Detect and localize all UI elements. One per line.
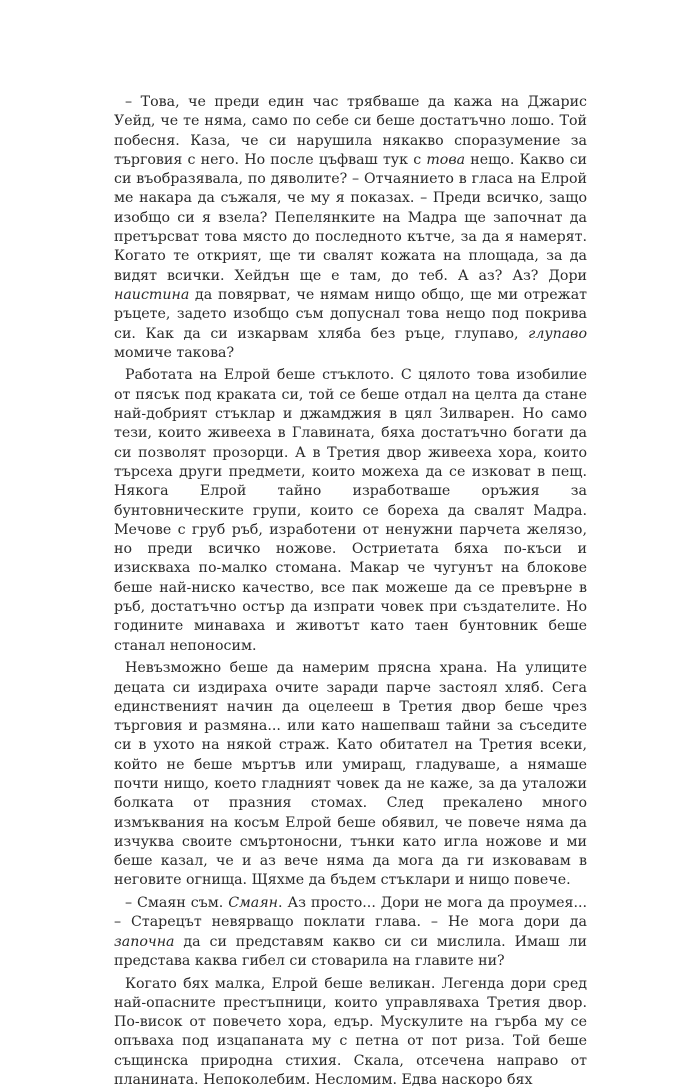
text-run: Невъзможно беше да намерим прясна храна. На улиците децата си издираха очите заради парче застоял хляб. Сега единственият начин да оцелееш в Третия двор беше чрез търговия и размяна... или като нашепваш тайни за съседите си в ухото на някой страж. Като обитател на Третия всеки, който не беше мъртъв или умиращ, гладуваше, а нямаше почти нищо, което гладният човек да не каже, за да уталожи болката от празния стомах. След прекалено много измъквания на косъм Елрой беше обявил, че повече няма да изчуква своите смъртоносни, тънки като игла ножове и ми беше казал, че и аз вече няма да мога да ги изковавам в неговите огнища. Щяхме да бъдем стъклари и нищо повече. bbox=[114, 660, 587, 889]
text-run: да си представям какво си си мислила. Имаш ли представа каква гибел си стоварила на главите ни? bbox=[114, 933, 587, 969]
italic-text: глупаво bbox=[528, 325, 587, 342]
body-text bbox=[114, 93, 587, 1090]
paragraph bbox=[114, 366, 587, 655]
text-run: – Смаян съм. bbox=[125, 895, 229, 912]
italic-text: наистина bbox=[114, 286, 190, 303]
text-run: Работата на Елрой беше стъклото. С цялото това изобилие от пясък под краката си, той се беше отдал на целта да стане най-добрият стъклар и джамджия в цял Зилварен. Но само тези, които живееха в Главината, бяха достатъчно богати да си позволят прозорци. А в Третия двор живееха хора, които търсеха други предмети, които можеха да се изковат в пещ. Някога Елрой тайно изработваше оръжия за бунтовническите групи, които се бореха да свалят Мадра. Мечове с груб ръб, изработени от ненужни парчета желязо, но преди всичко ножове. Остриетата бяха по-къси и изискваха по-малко стомана. Макар че чугунът на блокове беше най-ниско качество, все пак можеше да се превърне в ръб, достатъчно остър да изпрати човек при създателите. Но годините минаваха и животът като таен бунтовник беше станал непоносим. bbox=[114, 367, 587, 654]
text-run: – Това, че преди един час трябваше да кажа на Джарис Уейд, че те няма, само по себе си беше достатъчно лошо. Той побесня. Каза, че си нарушила някакво споразумение за търговия с него. Но после цъфваш тук с bbox=[114, 94, 587, 168]
paragraph bbox=[114, 93, 587, 363]
text-run: Когато бях малка, Елрой беше великан. Легенда дори сред най-опасните престъпници, които управляваха Третия двор. По-висок от повечето хора, едър. Мускулите на гърба му се опъваха под изцапаната му с петна от пот риза. Той беше същинска природна стихия. Скала, отсечена направо от планината. Непоколебим. Несломим. Едва наскоро бях bbox=[114, 975, 587, 1089]
paragraph bbox=[114, 975, 587, 1090]
italic-text: Смаян bbox=[228, 895, 279, 912]
paragraph bbox=[114, 894, 587, 971]
italic-text: започна bbox=[114, 933, 175, 950]
text-run: нещо. Какво си си въобразявала, по дяволите? – Отчаянието в гласа на Елрой ме накара да съжаля, че му я показах. – Преди всичко, защо изобщо си я взела? Пепелянките на Мадра ще започнат да претърсват това място до последното кътче, за да я намерят. Когато те открият, ще ти свалят кожата на площада, за да видят всички. Хейдън ще е там, до теб. А аз? Аз? Дори bbox=[114, 151, 587, 284]
italic-text: това bbox=[426, 151, 466, 168]
text-run: . Аз просто... Дори не мога да проумея... – Старецът невярващо поклати глава. – Не мога дори да bbox=[114, 895, 587, 931]
text-run: момиче такова? bbox=[114, 344, 235, 361]
paragraph bbox=[114, 659, 587, 891]
text-run: да повярват, че нямам нищо общо, ще ми отрежат ръцете, задето изобщо съм допуснал това нещо под покрива си. Как да си изкарвам хляба без ръце, глупаво, bbox=[114, 286, 587, 342]
